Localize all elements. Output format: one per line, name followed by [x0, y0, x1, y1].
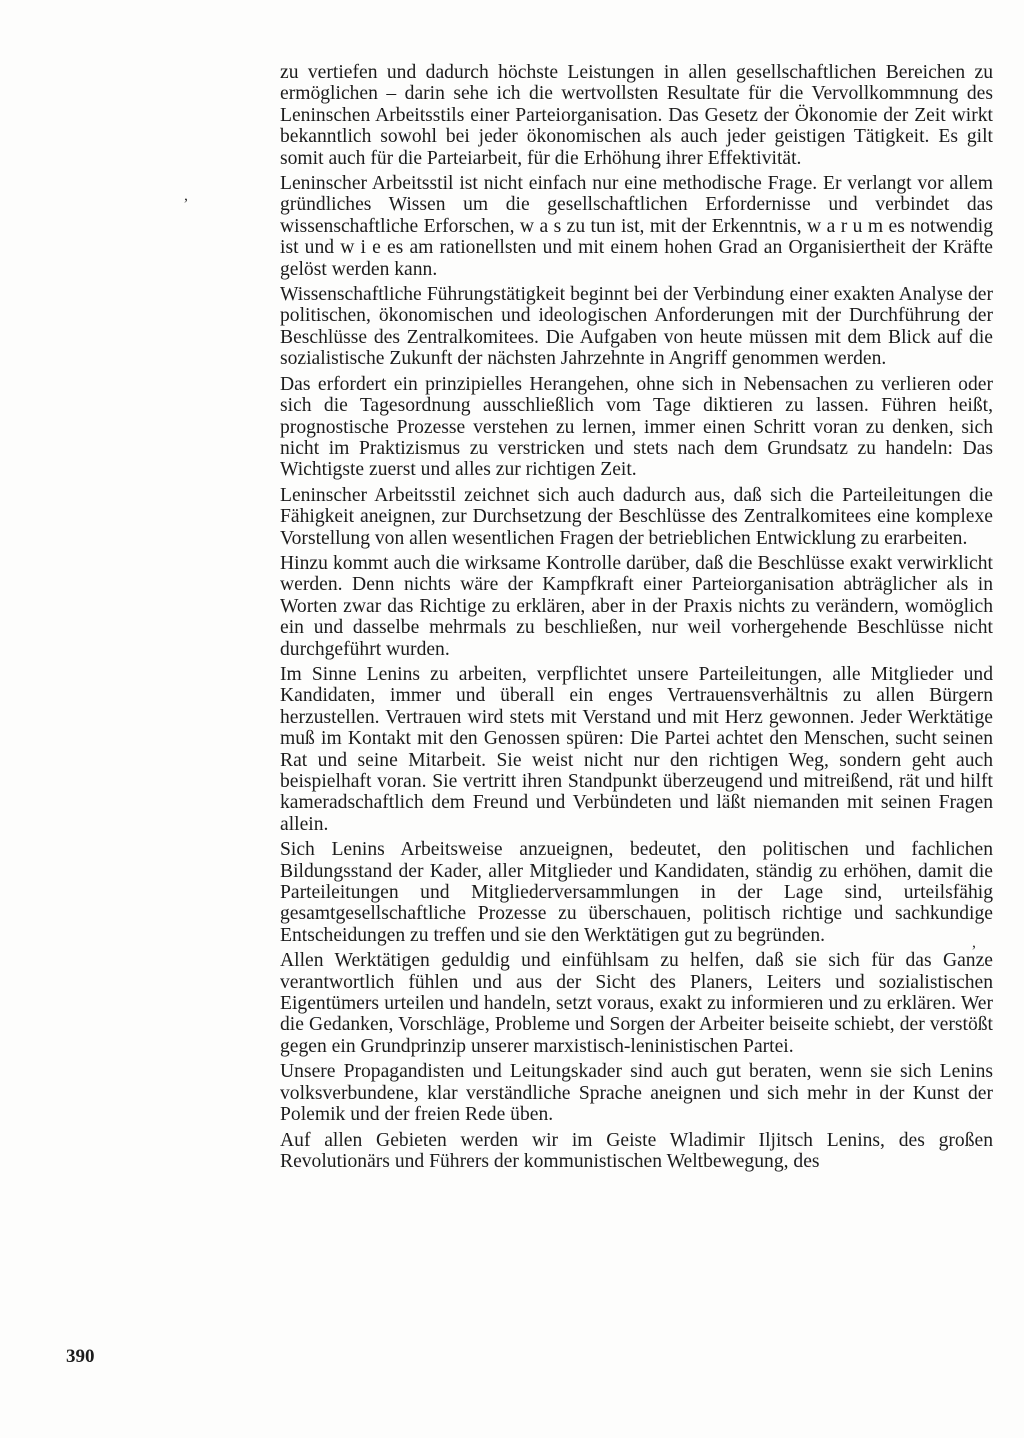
paragraph: Leninscher Arbeitsstil ist nicht einfach nur eine methodische Frage. Er verlangt vor allem gründliches Wissen um die gesellschaftlichen Erfordernisse und verbindet das wissenschaftliche Erforschen, w a s zu tun ist, mit der Erkenntnis, w a r u m es notwendig ist und w i e es am rationellsten und mit einem hohen Grad an Organisiertheit der Kräfte gelöst werden kann. — [280, 173, 993, 280]
body-text — [280, 62, 993, 1176]
paragraph: Hinzu kommt auch die wirksame Kontrolle darüber, daß die Beschlüsse exakt verwirklicht werden. Denn nichts wäre der Kampfkraft einer Parteiorganisation abträglicher als in Worten zwar das Richtige zu erklären, aber in der Praxis nichts zu verändern, womöglich ein und dasselbe mehrmals zu beschließen, nur weil vorhergehende Beschlüsse nicht durchgeführt wurden. — [280, 552, 993, 660]
paragraph: Leninscher Arbeitsstil zeichnet sich auch dadurch aus, daß sich die Parteileitungen die Fähigkeit aneignen, zur Durchsetzung der Beschlüsse des Zentralkomitees eine komplexe Vorstellung von allen wesentlichen Fragen der betrieblichen Entwicklung zu erarbeiten. — [280, 484, 993, 549]
paragraph: Wissenschaftliche Führungstätigkeit beginnt bei der Verbindung einer exakten Analyse der politischen, ökonomischen und ideologischen Anforderungen mit der Durchführung der Beschlüsse des Zentralkomitees. Die Aufgaben von heute müssen mit dem Blick auf die sozialistische Zukunft der nächsten Jahrzehnte in Angriff genommen werden. — [280, 284, 993, 370]
paragraph: Das erfordert ein prinzipielles Herangehen, ohne sich in Nebensachen zu verlieren oder sich die Tagesordnung ausschließlich vom Tage diktieren zu lassen. Führen heißt, prognostische Prozesse verstehen zu lernen, immer einen Schritt voran zu denken, sich nicht im Praktizismus zu verstricken und stets nach dem Grundsatz zu handeln: Das Wichtigste zuerst und alles zur richtigen Zeit. — [280, 373, 993, 481]
paragraph: Unsere Propagandisten und Leitungskader sind auch gut beraten, wenn sie sich Lenins volksverbundene, klar verständliche Sprache aneignen und sich mehr in der Kunst der Polemik und der freien Rede üben. — [280, 1061, 993, 1126]
paragraph: Allen Werktätigen geduldig und einfühlsam zu helfen, daß sie sich für das Ganze verantwortlich fühlen und aus der Sicht des Planers, Leiters und sozialistischen Eigentümers urteilen und handeln, setzt voraus, exakt zu informieren und zu erklären. Wer die Gedanken, Vorschläge, Probleme und Sorgen der Arbeiter beiseite schiebt, der verstößt gegen ein Grundprinzip unserer marxistisch-leninistischen Partei. — [280, 950, 993, 1057]
margin-mark: , — [184, 187, 188, 204]
margin-mark: , — [972, 934, 976, 951]
paragraph: Im Sinne Lenins zu arbeiten, verpflichtet unsere Parteileitungen, alle Mitglieder und Kandidaten, immer und überall ein enges Vertrauensverhältnis zu allen Bürgern herzustellen. Vertrauen wird stets mit Verstand und mit Herz gewonnen. Jeder Werktätige muß im Kontakt mit den Genossen spüren: Die Partei achtet den Menschen, sucht seinen Rat und seine Mitarbeit. Sie weist nicht nur den richtigen Weg, sondern geht auch beispielhaft voran. Sie vertritt ihren Standpunkt überzeugend und mitreißend, rät und hilft kameradschaftlich dem Freund und Verbündeten und läßt niemanden mit seinen Fragen allein. — [280, 663, 993, 835]
paragraph: Sich Lenins Arbeitsweise anzueignen, bedeutet, den politischen und fachlichen Bildungsstand der Kader, aller Mitglieder und Kandidaten, ständig zu erhöhen, damit die Parteileitungen und Mitgliederversammlungen in der Lage sind, urteilsfähig gesamtgesellschaftliche Prozesse zu überschauen, politisch richtige und sachkundige Entscheidungen zu treffen und sie den Werktätigen gut zu begründen. — [280, 839, 993, 946]
page-number: 390 — [66, 1346, 95, 1367]
paragraph: Auf allen Gebieten werden wir im Geiste Wladimir Iljitsch Lenins, des großen Revolutionärs und Führers der kommunistischen Weltbewegung, des — [280, 1129, 993, 1172]
paragraph: zu vertiefen und dadurch höchste Leistungen in allen gesellschaftlichen Bereichen zu ermöglichen – darin sehe ich die wertvollsten Resultate für die Vervollkommnung des Leninschen Arbeitsstils einer Parteiorganisation. Das Gesetz der Ökonomie der Zeit wirkt bekanntlich sowohl bei jeder ökonomischen als auch jeder geistigen Tätigkeit. Es gilt somit auch für die Parteiarbeit, für die Erhöhung ihrer Effektivität. — [280, 62, 993, 169]
